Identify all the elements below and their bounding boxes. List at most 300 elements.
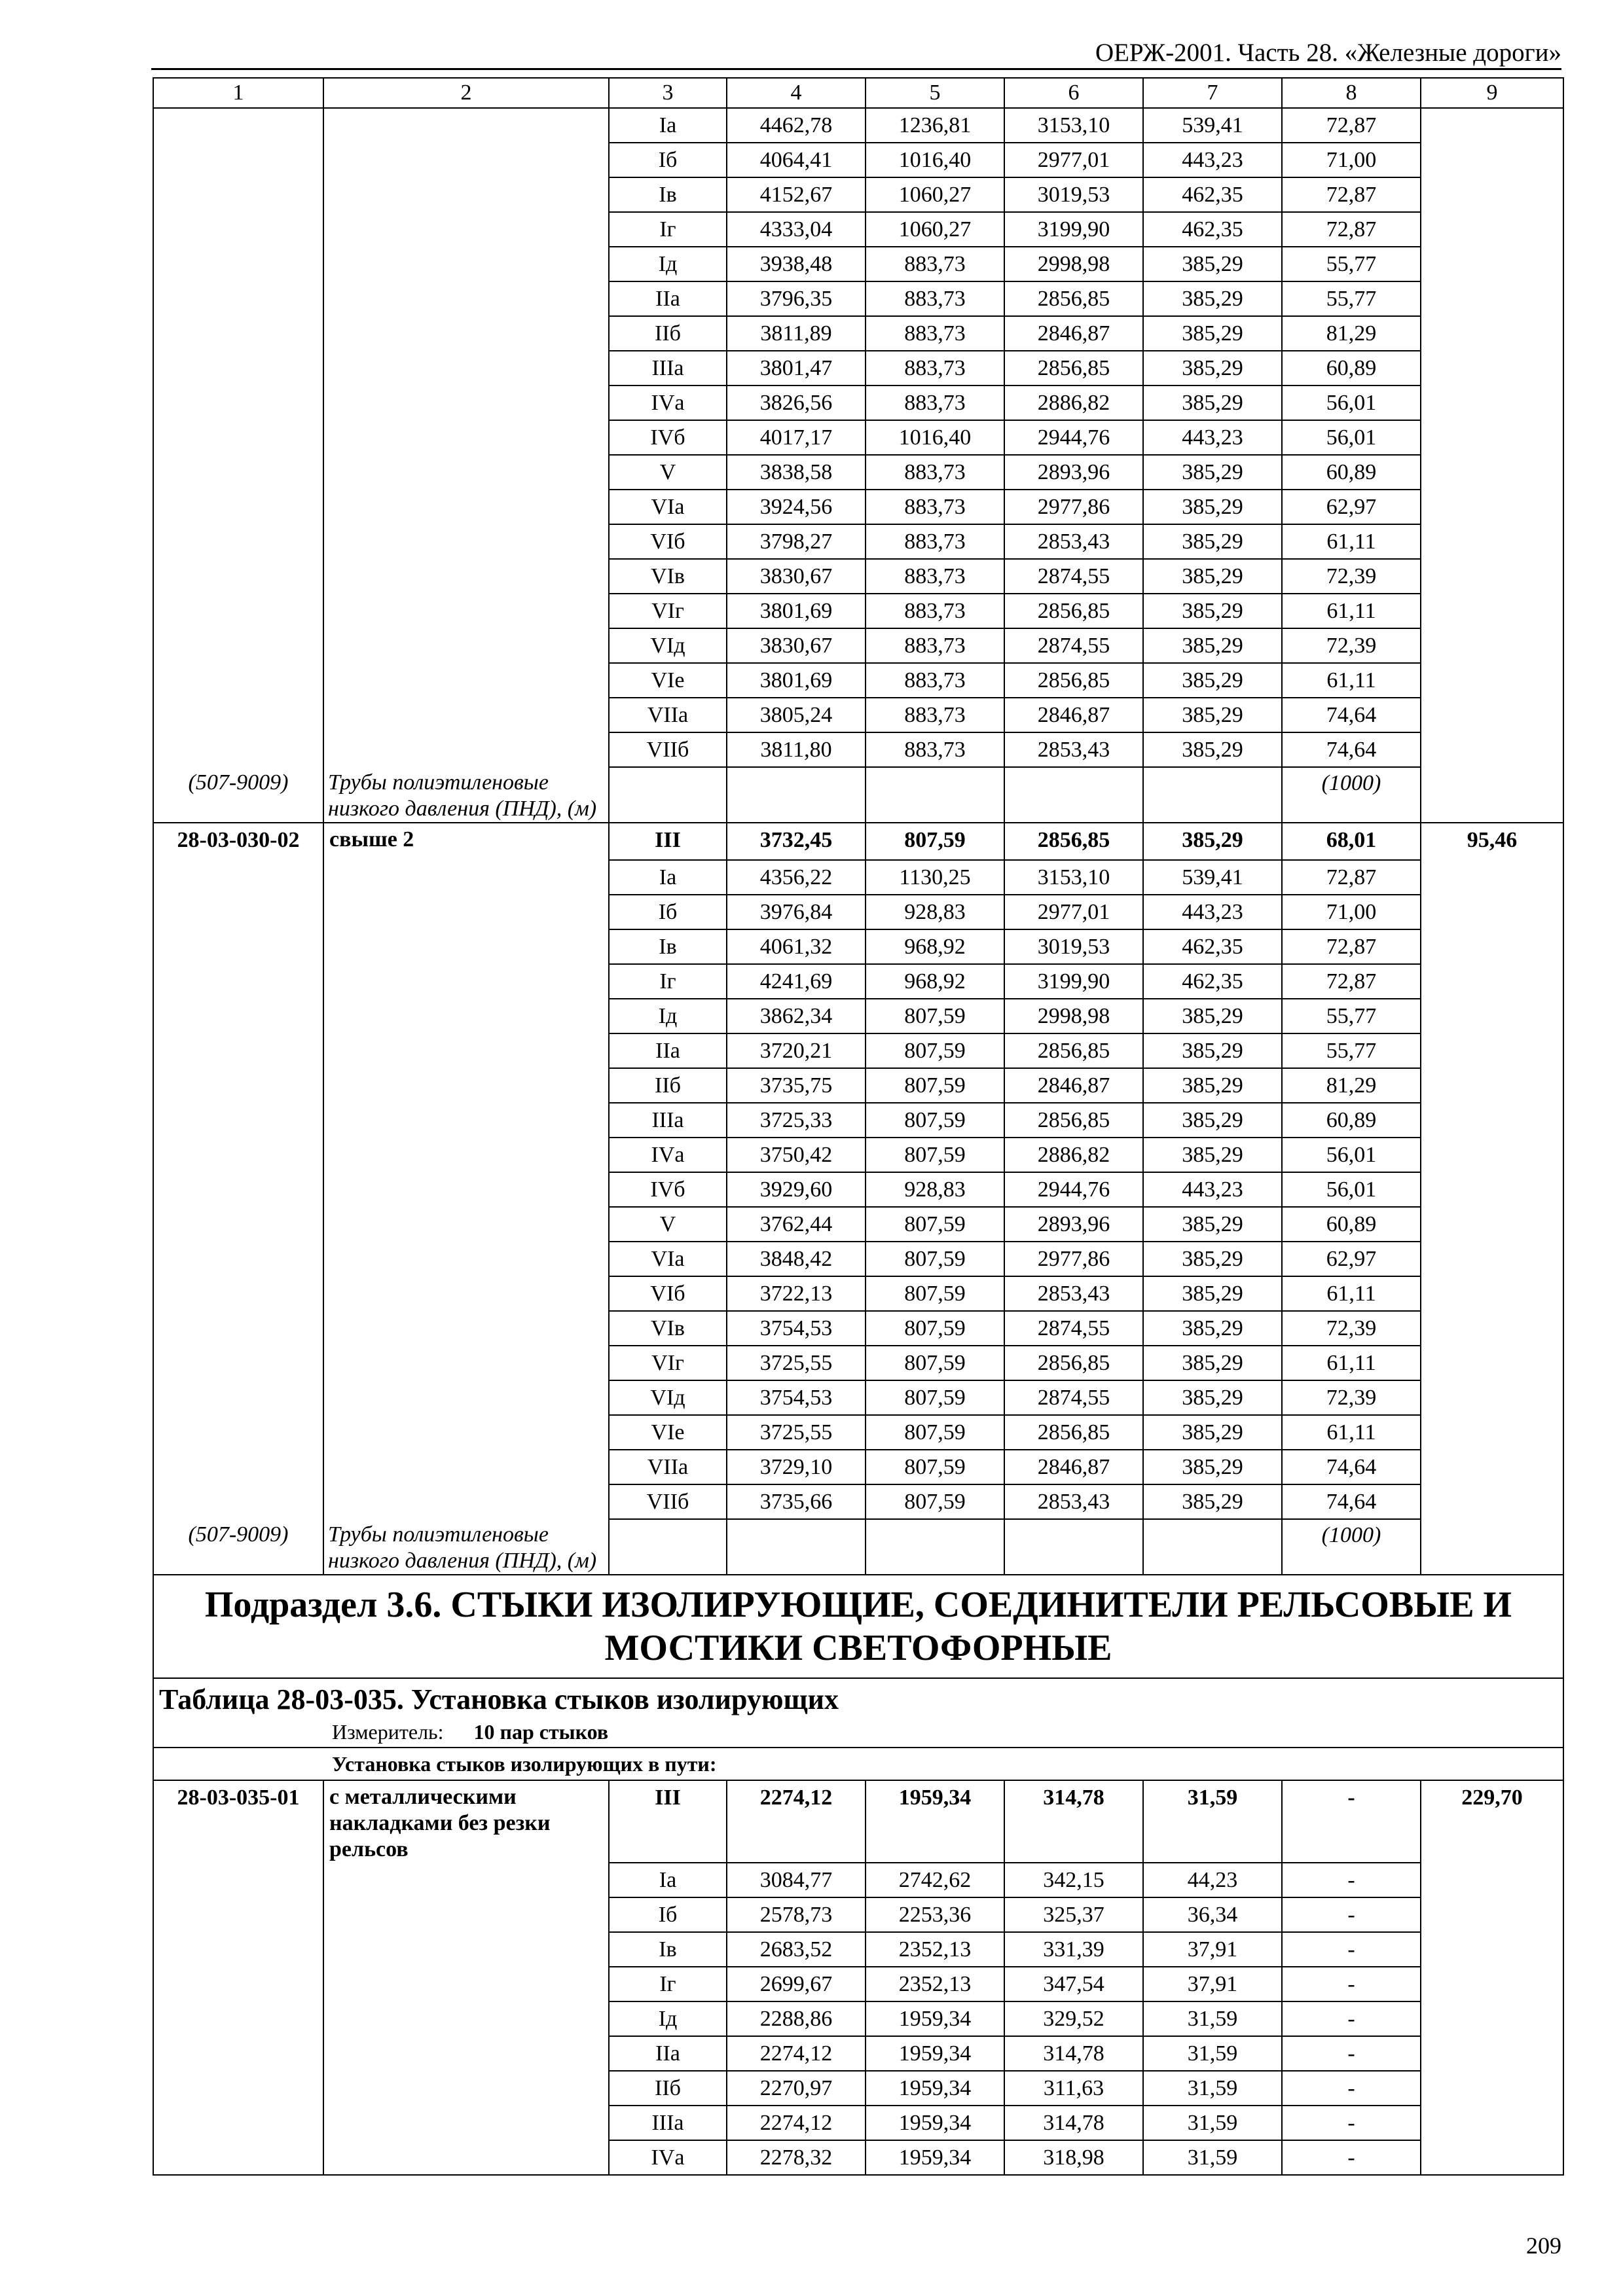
empty-cell bbox=[1421, 628, 1563, 663]
wages-cell: 807,59 bbox=[866, 823, 1004, 860]
empty-cell bbox=[609, 767, 727, 823]
empty-cell bbox=[609, 1519, 727, 1575]
zone-cell: Iг bbox=[609, 1967, 727, 2001]
zone-cell: Iв bbox=[609, 177, 727, 212]
materials-cell: 71,00 bbox=[1282, 895, 1421, 929]
driver-wages-cell: 385,29 bbox=[1143, 247, 1282, 281]
empty-cell bbox=[323, 455, 609, 490]
machines-cell: 3199,90 bbox=[1004, 212, 1143, 247]
driver-wages-cell: 443,23 bbox=[1143, 895, 1282, 929]
empty-cell bbox=[323, 1068, 609, 1103]
materials-cell: 72,87 bbox=[1282, 929, 1421, 964]
empty-cell bbox=[1421, 1207, 1563, 1242]
empty-cell bbox=[323, 895, 609, 929]
column-number: 5 bbox=[866, 78, 1004, 108]
machines-cell: 2856,85 bbox=[1004, 1415, 1143, 1450]
empty-cell bbox=[1421, 386, 1563, 420]
wages-cell: 883,73 bbox=[866, 594, 1004, 628]
zone-cell: Iв bbox=[609, 1932, 727, 1967]
empty-cell bbox=[1421, 1863, 1563, 1897]
direct-cost-cell: 3750,42 bbox=[727, 1138, 866, 1172]
empty-cell bbox=[323, 964, 609, 999]
empty-cell bbox=[1421, 1172, 1563, 1207]
empty-cell bbox=[153, 1897, 323, 1932]
machines-cell: 2977,86 bbox=[1004, 490, 1143, 524]
empty-cell bbox=[153, 1033, 323, 1068]
table-row bbox=[153, 2140, 1563, 2175]
empty-cell bbox=[323, 420, 609, 455]
materials-cell: 72,39 bbox=[1282, 1380, 1421, 1415]
empty-cell bbox=[323, 1172, 609, 1207]
driver-wages-cell: 385,29 bbox=[1143, 594, 1282, 628]
zone-cell: VIIб bbox=[609, 732, 727, 767]
machines-cell: 2886,82 bbox=[1004, 1138, 1143, 1172]
empty-cell bbox=[1421, 1033, 1563, 1068]
driver-wages-cell: 443,23 bbox=[1143, 1172, 1282, 1207]
wages-cell: 883,73 bbox=[866, 732, 1004, 767]
table-row bbox=[153, 386, 1563, 420]
table-row bbox=[153, 1207, 1563, 1242]
wages-cell: 1959,34 bbox=[866, 2106, 1004, 2140]
materials-cell: - bbox=[1282, 1780, 1421, 1863]
driver-wages-cell: 31,59 bbox=[1143, 2140, 1282, 2175]
materials-cell: 74,64 bbox=[1282, 698, 1421, 732]
direct-cost-cell: 3801,69 bbox=[727, 663, 866, 698]
wages-cell: 807,59 bbox=[866, 1242, 1004, 1276]
driver-wages-cell: 385,29 bbox=[1143, 1068, 1282, 1103]
machines-cell: 2886,82 bbox=[1004, 386, 1143, 420]
direct-cost-cell: 4356,22 bbox=[727, 860, 866, 895]
table-row bbox=[153, 1276, 1563, 1311]
machines-cell: 2856,85 bbox=[1004, 351, 1143, 386]
empty-cell bbox=[323, 1932, 609, 1967]
driver-wages-cell: 385,29 bbox=[1143, 698, 1282, 732]
rate-description: свыше 2 bbox=[323, 823, 609, 860]
direct-cost-cell: 3762,44 bbox=[727, 1207, 866, 1242]
machines-cell: 2874,55 bbox=[1004, 628, 1143, 663]
empty-cell bbox=[1421, 108, 1563, 143]
direct-cost-cell: 3725,55 bbox=[727, 1415, 866, 1450]
wages-cell: 1959,34 bbox=[866, 1780, 1004, 1863]
wages-cell: 1959,34 bbox=[866, 2071, 1004, 2106]
wages-cell: 883,73 bbox=[866, 316, 1004, 351]
empty-cell bbox=[153, 1311, 323, 1346]
empty-cell bbox=[153, 2106, 323, 2140]
wages-cell: 968,92 bbox=[866, 929, 1004, 964]
resource-code: (507-9009) bbox=[153, 767, 323, 823]
wages-cell: 1060,27 bbox=[866, 177, 1004, 212]
wages-cell: 2742,62 bbox=[866, 1863, 1004, 1897]
rate-code: 28-03-030-02 bbox=[153, 823, 323, 860]
empty-cell bbox=[323, 860, 609, 895]
rates-table bbox=[153, 77, 1564, 2176]
zone-cell: IIб bbox=[609, 1068, 727, 1103]
empty-cell bbox=[323, 524, 609, 559]
table-row bbox=[153, 663, 1563, 698]
direct-cost-cell: 4061,32 bbox=[727, 929, 866, 964]
direct-cost-cell: 3862,34 bbox=[727, 999, 866, 1033]
wages-cell: 883,73 bbox=[866, 524, 1004, 559]
wages-cell: 807,59 bbox=[866, 999, 1004, 1033]
materials-cell: 62,97 bbox=[1282, 490, 1421, 524]
zone-cell: VIа bbox=[609, 1242, 727, 1276]
empty-cell bbox=[153, 1276, 323, 1311]
direct-cost-cell: 2274,12 bbox=[727, 2036, 866, 2071]
driver-wages-cell: 385,29 bbox=[1143, 732, 1282, 767]
driver-wages-cell: 385,29 bbox=[1143, 281, 1282, 316]
driver-wages-cell: 443,23 bbox=[1143, 420, 1282, 455]
machines-cell: 2853,43 bbox=[1004, 1484, 1143, 1519]
driver-wages-cell: 31,59 bbox=[1143, 2071, 1282, 2106]
materials-cell: 55,77 bbox=[1282, 247, 1421, 281]
driver-wages-cell: 385,29 bbox=[1143, 1138, 1282, 1172]
table-row bbox=[153, 1033, 1563, 1068]
wages-cell: 883,73 bbox=[866, 455, 1004, 490]
empty-cell bbox=[323, 559, 609, 594]
zone-cell: V bbox=[609, 455, 727, 490]
driver-wages-cell: 385,29 bbox=[1143, 1033, 1282, 1068]
zone-cell: IIа bbox=[609, 1033, 727, 1068]
direct-cost-cell: 3725,55 bbox=[727, 1346, 866, 1380]
table-title: Таблица 28-03-035. Установка стыков изолирующих bbox=[153, 1678, 1563, 1717]
table-row bbox=[153, 177, 1563, 212]
direct-cost-cell: 2288,86 bbox=[727, 2001, 866, 2036]
table-row bbox=[153, 143, 1563, 177]
empty-cell bbox=[1143, 1519, 1282, 1575]
zone-cell: IIб bbox=[609, 316, 727, 351]
materials-cell: - bbox=[1282, 2071, 1421, 2106]
empty-cell bbox=[153, 663, 323, 698]
table-row bbox=[153, 351, 1563, 386]
direct-cost-cell: 3798,27 bbox=[727, 524, 866, 559]
empty-cell bbox=[1421, 698, 1563, 732]
zone-cell: IVб bbox=[609, 1172, 727, 1207]
empty-cell bbox=[153, 1068, 323, 1103]
empty-cell bbox=[153, 351, 323, 386]
wages-cell: 807,59 bbox=[866, 1138, 1004, 1172]
zone-cell: VIв bbox=[609, 1311, 727, 1346]
direct-cost-cell: 3732,45 bbox=[727, 823, 866, 860]
direct-cost-cell: 3838,58 bbox=[727, 455, 866, 490]
empty-cell bbox=[323, 1346, 609, 1380]
empty-cell bbox=[153, 929, 323, 964]
materials-cell: 72,87 bbox=[1282, 177, 1421, 212]
direct-cost-cell: 4241,69 bbox=[727, 964, 866, 999]
empty-cell bbox=[153, 281, 323, 316]
wages-cell: 2352,13 bbox=[866, 1967, 1004, 2001]
driver-wages-cell: 44,23 bbox=[1143, 1863, 1282, 1897]
empty-cell bbox=[153, 964, 323, 999]
direct-cost-cell: 2270,97 bbox=[727, 2071, 866, 2106]
wages-cell: 883,73 bbox=[866, 351, 1004, 386]
direct-cost-cell: 4333,04 bbox=[727, 212, 866, 247]
table-row bbox=[153, 895, 1563, 929]
table-row bbox=[153, 1967, 1563, 2001]
table-row bbox=[153, 2106, 1563, 2140]
empty-cell bbox=[153, 732, 323, 767]
direct-cost-cell: 3735,75 bbox=[727, 1068, 866, 1103]
materials-cell: 56,01 bbox=[1282, 386, 1421, 420]
wages-cell: 807,59 bbox=[866, 1103, 1004, 1138]
empty-cell bbox=[1421, 929, 1563, 964]
wages-cell: 883,73 bbox=[866, 559, 1004, 594]
empty-cell bbox=[1421, 559, 1563, 594]
table-row bbox=[153, 964, 1563, 999]
empty-cell bbox=[153, 1863, 323, 1897]
column-number-row bbox=[153, 78, 1563, 108]
wages-cell: 1959,34 bbox=[866, 2001, 1004, 2036]
direct-cost-cell: 3976,84 bbox=[727, 895, 866, 929]
wages-cell: 1016,40 bbox=[866, 420, 1004, 455]
empty-cell bbox=[866, 767, 1004, 823]
driver-wages-cell: 462,35 bbox=[1143, 177, 1282, 212]
direct-cost-cell: 3084,77 bbox=[727, 1863, 866, 1897]
materials-cell: 72,39 bbox=[1282, 628, 1421, 663]
driver-wages-cell: 539,41 bbox=[1143, 108, 1282, 143]
empty-cell bbox=[153, 1484, 323, 1519]
empty-cell bbox=[323, 2071, 609, 2106]
materials-cell: - bbox=[1282, 2106, 1421, 2140]
empty-cell bbox=[1421, 999, 1563, 1033]
running-header: ОЕРЖ-2001. Часть 28. «Железные дороги» bbox=[1095, 39, 1561, 67]
table-row bbox=[153, 455, 1563, 490]
table-row bbox=[153, 1138, 1563, 1172]
wages-cell: 807,59 bbox=[866, 1484, 1004, 1519]
direct-cost-cell: 3848,42 bbox=[727, 1242, 866, 1276]
wages-cell: 807,59 bbox=[866, 1346, 1004, 1380]
empty-cell bbox=[1421, 732, 1563, 767]
driver-wages-cell: 385,29 bbox=[1143, 559, 1282, 594]
resource-code: (507-9009) bbox=[153, 1519, 323, 1575]
empty-cell bbox=[153, 2001, 323, 2036]
empty-cell bbox=[153, 594, 323, 628]
direct-cost-cell: 3924,56 bbox=[727, 490, 866, 524]
table-row bbox=[153, 247, 1563, 281]
wages-cell: 807,59 bbox=[866, 1207, 1004, 1242]
direct-cost-cell: 3735,66 bbox=[727, 1484, 866, 1519]
empty-cell bbox=[153, 386, 323, 420]
machines-cell: 3019,53 bbox=[1004, 929, 1143, 964]
machines-cell: 2856,85 bbox=[1004, 281, 1143, 316]
wages-cell: 1959,34 bbox=[866, 2140, 1004, 2175]
zone-cell: Iд bbox=[609, 999, 727, 1033]
table-row bbox=[153, 823, 1563, 860]
zone-cell: Iа bbox=[609, 108, 727, 143]
driver-wages-cell: 31,59 bbox=[1143, 2036, 1282, 2071]
direct-cost-cell: 4017,17 bbox=[727, 420, 866, 455]
wages-cell: 883,73 bbox=[866, 281, 1004, 316]
empty-cell bbox=[153, 2071, 323, 2106]
subsection-title: Подраздел 3.6. СТЫКИ ИЗОЛИРУЮЩИЕ, СОЕДИНИТЕЛИ РЕЛЬСОВЫЕ И МОСТИКИ СВЕТОФОРНЫЕ bbox=[153, 1575, 1563, 1678]
wages-cell: 807,59 bbox=[866, 1380, 1004, 1415]
driver-wages-cell: 385,29 bbox=[1143, 823, 1282, 860]
materials-cell: 74,64 bbox=[1282, 732, 1421, 767]
empty-cell bbox=[1421, 455, 1563, 490]
machines-cell: 3019,53 bbox=[1004, 177, 1143, 212]
table-row bbox=[153, 108, 1563, 143]
wages-cell: 883,73 bbox=[866, 247, 1004, 281]
empty-cell bbox=[1421, 281, 1563, 316]
wages-cell: 2253,36 bbox=[866, 1897, 1004, 1932]
empty-cell bbox=[153, 420, 323, 455]
empty-cell bbox=[323, 1380, 609, 1415]
materials-cell: 61,11 bbox=[1282, 1346, 1421, 1380]
machines-cell: 2856,85 bbox=[1004, 823, 1143, 860]
empty-cell bbox=[1421, 1967, 1563, 2001]
empty-cell bbox=[323, 212, 609, 247]
empty-cell bbox=[153, 1932, 323, 1967]
empty-cell bbox=[1421, 895, 1563, 929]
materials-cell: 72,39 bbox=[1282, 1311, 1421, 1346]
zone-cell: Iб bbox=[609, 895, 727, 929]
table-row bbox=[153, 1242, 1563, 1276]
driver-wages-cell: 37,91 bbox=[1143, 1932, 1282, 1967]
driver-wages-cell: 385,29 bbox=[1143, 524, 1282, 559]
machines-cell: 329,52 bbox=[1004, 2001, 1143, 2036]
empty-cell bbox=[1421, 2071, 1563, 2106]
table-row bbox=[153, 212, 1563, 247]
empty-cell bbox=[153, 1242, 323, 1276]
empty-cell bbox=[153, 1380, 323, 1415]
column-number: 1 bbox=[153, 78, 323, 108]
materials-cell: 68,01 bbox=[1282, 823, 1421, 860]
empty-cell bbox=[323, 1967, 609, 2001]
zone-cell: III bbox=[609, 823, 727, 860]
empty-cell bbox=[153, 316, 323, 351]
empty-cell bbox=[323, 2036, 609, 2071]
machines-cell: 2846,87 bbox=[1004, 698, 1143, 732]
empty-cell bbox=[1421, 663, 1563, 698]
empty-cell bbox=[153, 1415, 323, 1450]
zone-cell: IIIа bbox=[609, 351, 727, 386]
wages-cell: 1959,34 bbox=[866, 2036, 1004, 2071]
driver-wages-cell: 443,23 bbox=[1143, 143, 1282, 177]
resource-quantity: (1000) bbox=[1282, 767, 1421, 823]
empty-cell bbox=[1421, 143, 1563, 177]
machines-cell: 318,98 bbox=[1004, 2140, 1143, 2175]
empty-cell bbox=[1421, 2036, 1563, 2071]
table-row bbox=[153, 420, 1563, 455]
empty-cell bbox=[153, 247, 323, 281]
materials-cell: - bbox=[1282, 1897, 1421, 1932]
resource-name: Трубы полиэтиленовые низкого давления (ПНД), (м) bbox=[323, 1519, 609, 1575]
zone-cell: Iб bbox=[609, 143, 727, 177]
wages-cell: 883,73 bbox=[866, 698, 1004, 732]
driver-wages-cell: 385,29 bbox=[1143, 1276, 1282, 1311]
empty-cell bbox=[153, 860, 323, 895]
driver-wages-cell: 385,29 bbox=[1143, 351, 1282, 386]
materials-cell: - bbox=[1282, 1932, 1421, 1967]
wages-cell: 1016,40 bbox=[866, 143, 1004, 177]
empty-cell bbox=[153, 143, 323, 177]
column-number: 3 bbox=[609, 78, 727, 108]
driver-wages-cell: 385,29 bbox=[1143, 628, 1282, 663]
empty-cell bbox=[323, 1450, 609, 1484]
materials-cell: - bbox=[1282, 1863, 1421, 1897]
empty-cell bbox=[153, 1103, 323, 1138]
empty-cell bbox=[153, 698, 323, 732]
zone-cell: VIIб bbox=[609, 1484, 727, 1519]
empty-cell bbox=[323, 929, 609, 964]
empty-cell bbox=[323, 1311, 609, 1346]
machines-cell: 314,78 bbox=[1004, 2106, 1143, 2140]
zone-cell: VIб bbox=[609, 1276, 727, 1311]
machines-cell: 2893,96 bbox=[1004, 455, 1143, 490]
direct-cost-cell: 3754,53 bbox=[727, 1311, 866, 1346]
zone-cell: VIIа bbox=[609, 698, 727, 732]
machines-cell: 2856,85 bbox=[1004, 663, 1143, 698]
direct-cost-cell: 3725,33 bbox=[727, 1103, 866, 1138]
machines-cell: 331,39 bbox=[1004, 1932, 1143, 1967]
materials-cell: 74,64 bbox=[1282, 1450, 1421, 1484]
direct-cost-cell: 3826,56 bbox=[727, 386, 866, 420]
materials-cell: 56,01 bbox=[1282, 420, 1421, 455]
machines-cell: 2874,55 bbox=[1004, 1380, 1143, 1415]
section-title: Установка стыков изолирующих в пути: bbox=[153, 1748, 1563, 1780]
direct-cost-cell: 3729,10 bbox=[727, 1450, 866, 1484]
machines-cell: 2977,01 bbox=[1004, 143, 1143, 177]
empty-cell bbox=[153, 895, 323, 929]
direct-cost-cell: 3805,24 bbox=[727, 698, 866, 732]
wages-cell: 883,73 bbox=[866, 386, 1004, 420]
direct-cost-cell: 3722,13 bbox=[727, 1276, 866, 1311]
wages-cell: 807,59 bbox=[866, 1068, 1004, 1103]
empty-cell bbox=[1421, 212, 1563, 247]
table-row bbox=[153, 860, 1563, 895]
table-row bbox=[153, 2071, 1563, 2106]
table-row bbox=[153, 1484, 1563, 1519]
empty-cell bbox=[153, 2036, 323, 2071]
wages-cell: 1236,81 bbox=[866, 108, 1004, 143]
driver-wages-cell: 31,59 bbox=[1143, 2106, 1282, 2140]
resource-name: Трубы полиэтиленовые низкого давления (ПНД), (м) bbox=[323, 767, 609, 823]
empty-cell bbox=[323, 1863, 609, 1897]
materials-cell: 56,01 bbox=[1282, 1172, 1421, 1207]
materials-cell: 61,11 bbox=[1282, 524, 1421, 559]
empty-cell bbox=[323, 108, 609, 143]
direct-cost-cell: 3811,89 bbox=[727, 316, 866, 351]
empty-cell bbox=[323, 1897, 609, 1932]
empty-cell bbox=[153, 524, 323, 559]
machines-cell: 2856,85 bbox=[1004, 1033, 1143, 1068]
driver-wages-cell: 385,29 bbox=[1143, 663, 1282, 698]
empty-cell bbox=[1421, 1380, 1563, 1415]
zone-cell: Iд bbox=[609, 2001, 727, 2036]
machines-cell: 2874,55 bbox=[1004, 1311, 1143, 1346]
column-number: 9 bbox=[1421, 78, 1563, 108]
zone-cell: Iа bbox=[609, 860, 727, 895]
machines-cell: 2944,76 bbox=[1004, 1172, 1143, 1207]
direct-cost-cell: 3830,67 bbox=[727, 628, 866, 663]
driver-wages-cell: 385,29 bbox=[1143, 455, 1282, 490]
empty-cell bbox=[323, 1033, 609, 1068]
wages-cell: 928,83 bbox=[866, 895, 1004, 929]
empty-cell bbox=[323, 1415, 609, 1450]
zone-cell: VIе bbox=[609, 663, 727, 698]
empty-cell bbox=[153, 177, 323, 212]
column-number: 7 bbox=[1143, 78, 1282, 108]
driver-wages-cell: 385,29 bbox=[1143, 1450, 1282, 1484]
machines-cell: 3153,10 bbox=[1004, 108, 1143, 143]
wages-cell: 1130,25 bbox=[866, 860, 1004, 895]
empty-cell bbox=[153, 490, 323, 524]
empty-cell bbox=[323, 999, 609, 1033]
empty-cell bbox=[1421, 1103, 1563, 1138]
materials-cell: 60,89 bbox=[1282, 1207, 1421, 1242]
materials-cell: 61,11 bbox=[1282, 594, 1421, 628]
direct-cost-cell: 3720,21 bbox=[727, 1033, 866, 1068]
materials-cell: 56,01 bbox=[1282, 1138, 1421, 1172]
